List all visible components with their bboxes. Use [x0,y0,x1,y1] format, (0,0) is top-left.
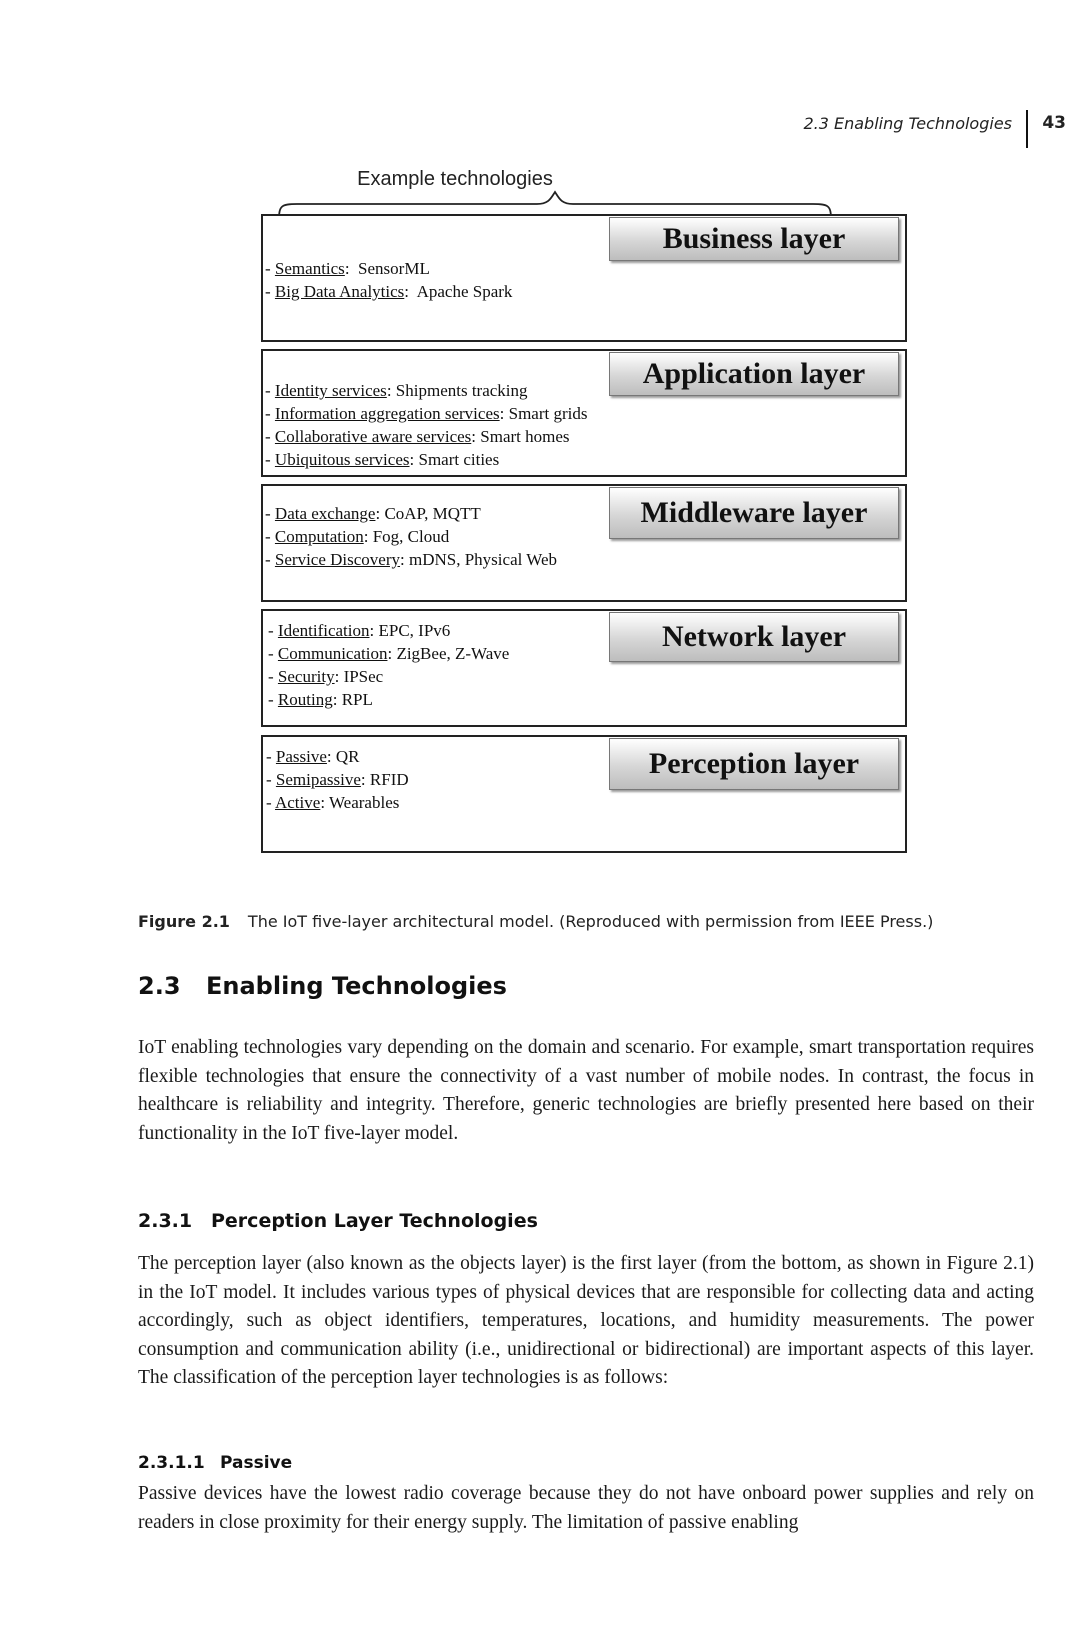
tech-category: Data exchange [274,504,376,523]
list-item: - Communication: ZigBee, Z-Wave [268,644,510,663]
figure-caption-text: The IoT five-layer architectural model. (Reproduced with permission from IEEE Press.) [247,912,934,931]
subsection-title: Perception Layer Technologies [211,1210,538,1232]
tech-category: Ubiquitous services [274,450,410,469]
tech-category: Semipassive [275,770,361,789]
tech-example: Shipments tracking [395,381,528,400]
tech-example: Smart grids [508,404,588,423]
tech-example: mDNS, Physical Web [409,550,558,569]
list-item: - Ubiquitous services: Smart cities [265,450,500,469]
layer-title-network: Network layer [609,612,899,662]
section-title: Enabling Technologies [206,972,507,1000]
tech-category: Collaborative aware services [274,427,472,446]
list-item: - Data exchange: CoAP, MQTT [265,504,481,523]
list-item: - Collaborative aware services: Smart homes [265,427,570,446]
tech-list-application [265,379,587,471]
running-head [700,110,1070,150]
figure-caption-label: Figure 2.1 [138,912,230,931]
tech-category: Routing [277,690,333,709]
tech-example: QR [335,747,360,766]
subsubsection-paragraph: Passive devices have the lowest radio coverage because they do not have onboard power supplies and rely on readers in close proximity for their energy supply. The limitation of passive enabling [138,1483,1034,1533]
subsection-number: 2.3.1 [138,1210,193,1232]
tech-example: RFID [369,770,409,789]
example-technologies-label: Example technologies [357,168,553,190]
tech-example: SensorML [358,259,430,278]
section-number: 2.3 [138,972,181,1000]
tech-example: Apache Spark [416,282,513,301]
list-item: - Computation: Fog, Cloud [265,527,450,546]
tech-category: Active [274,793,321,812]
subsubsection-title: Passive [220,1453,293,1473]
tech-example: Wearables [328,793,400,812]
list-item: - Identification: EPC, IPv6 [268,621,451,640]
tech-category: Information aggregation services [274,404,500,423]
tech-category: Semantics [274,259,345,278]
layer-box-application [261,349,907,477]
tech-category: Identification [277,621,370,640]
list-item: - Information aggregation services: Smart grids [265,404,588,423]
layer-title-middleware: Middleware layer [609,487,899,539]
list-item: - Security: IPSec [268,667,384,686]
layer-box-perception [261,735,907,853]
tech-example: IPSec [343,667,384,686]
section-heading [138,972,507,1000]
list-item: - Identity services: Shipments tracking [265,381,528,400]
tech-category: Big Data Analytics [274,282,405,301]
tech-example: EPC, IPv6 [378,621,451,640]
tech-category: Security [277,667,335,686]
tech-example: Fog, Cloud [372,527,450,546]
figure-iot-five-layer-model [255,160,915,900]
layer-box-business [261,214,907,342]
tech-category: Identity services [274,381,387,400]
list-item: - Active: Wearables [266,793,400,812]
list-item: - Semipassive: RFID [266,770,409,789]
tech-example: ZigBee, Z-Wave [396,644,510,663]
tech-list-business [265,257,512,303]
tech-example: Smart homes [480,427,570,446]
subsubsection-number: 2.3.1.1 [138,1453,205,1473]
tech-category: Communication [277,644,388,663]
section-intro-paragraph: IoT enabling technologies vary depending on the domain and scenario. For example, smart transportation requires flexible technologies that ensure the connectivity of a vast number of mobile nodes. In contrast, the focus in healthcare is reliability and integrity. Therefore, generic technologies are briefly presented here based on their functionality in the IoT five-layer model. [138,1037,1034,1144]
list-item: - Routing: RPL [268,690,373,709]
list-item: - Semantics: SensorML [265,259,430,278]
tech-category: Service Discovery [274,550,401,569]
tech-list-perception [266,745,409,814]
page-number: 43 [1042,113,1066,133]
subsection-heading [138,1210,538,1232]
running-head-divider [1026,110,1028,148]
layer-title-perception: Perception layer [609,738,899,790]
tech-list-middleware [265,502,557,571]
list-item: - Big Data Analytics: Apache Spark [265,282,513,301]
layer-title-business: Business layer [609,217,899,261]
tech-example: CoAP, MQTT [384,504,481,523]
list-item: - Service Discovery: mDNS, Physical Web [265,550,558,569]
layer-box-middleware [261,484,907,602]
subsubsection-heading [138,1453,292,1473]
tech-list-network [268,619,509,711]
list-item: - Passive: QR [266,747,360,766]
running-head-title: 2.3 Enabling Technologies [803,114,1012,133]
figure-caption [138,912,1038,931]
tech-category: Computation [274,527,364,546]
tech-example: Smart cities [418,450,500,469]
layer-box-network [261,609,907,727]
tech-category: Passive [275,747,327,766]
subsection-paragraph: The perception layer (also known as the objects layer) is the first layer (from the bottom, as shown in Figure 2.1) in the IoT model. It includes various types of physical devices that are responsible for collecting data and acting accordingly, such as object identifiers, temperatures, locations, and humidity measurements. The power consumption and communication ability (i.e., unidirectional or bidirectional) are important aspects of this layer. The classification of the perception layer technologies is as follows: [138,1253,1034,1389]
tech-example: RPL [341,690,373,709]
layer-title-application: Application layer [609,352,899,396]
